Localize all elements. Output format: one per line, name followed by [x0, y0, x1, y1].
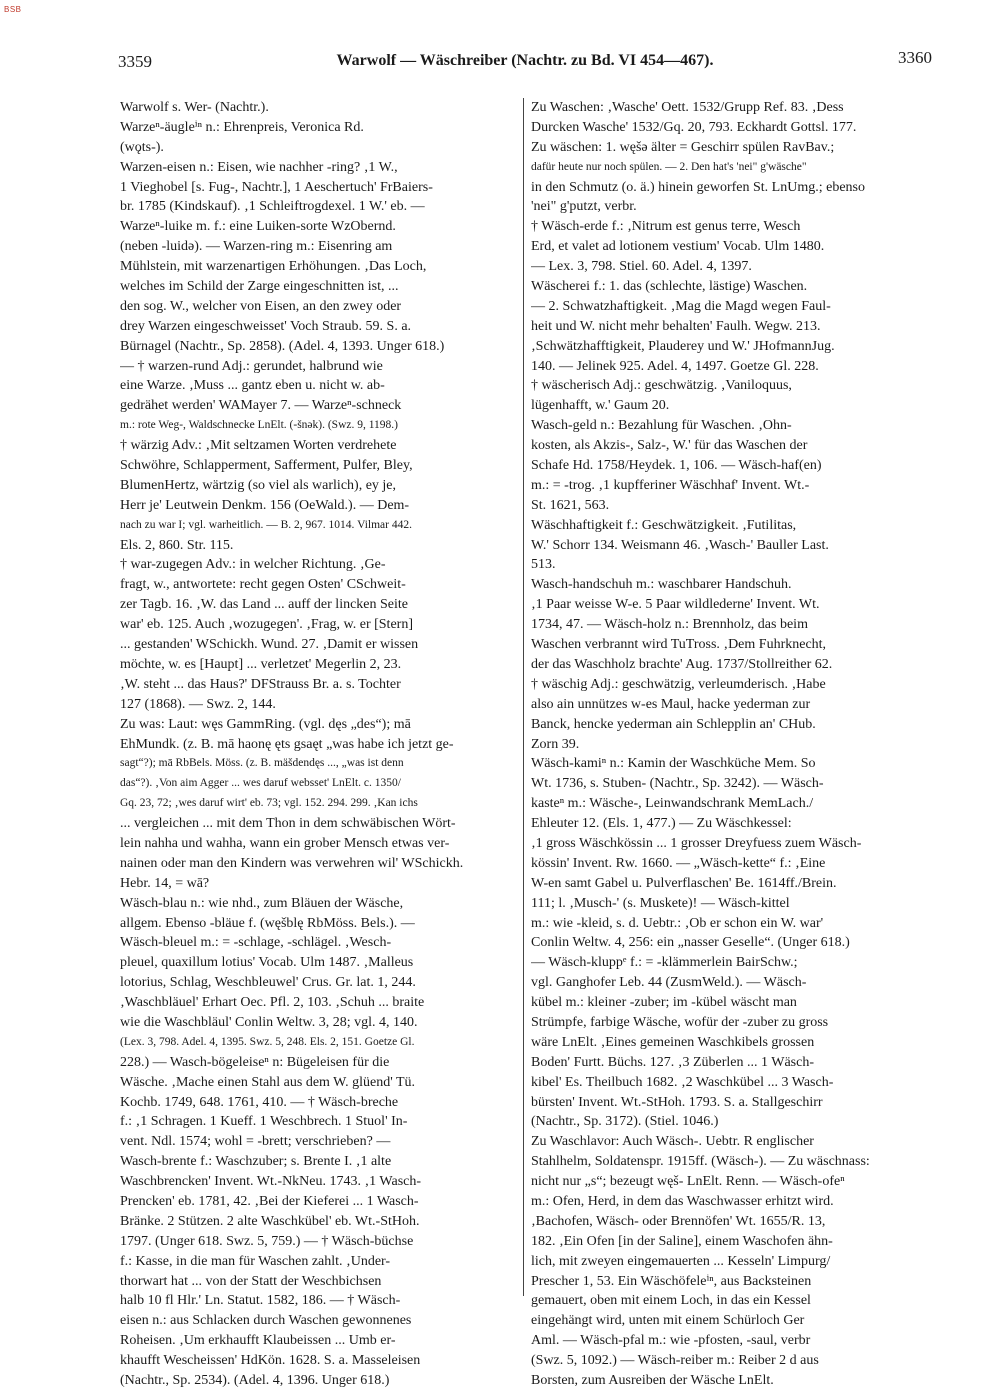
text-line: Wasch-brente f.: Waschzuber; s. Brente I. ‚1 alte [120, 1154, 392, 1170]
text-line: heit und W. nicht mehr behalten' Faulh. Wegw. 213. [531, 318, 821, 334]
text-line: 111; l. ‚Musch-' (s. Muskete)! — Wäsch-kittel [531, 895, 790, 911]
column-divider [523, 98, 524, 1296]
text-line: Waschen verbrannt wird TuTross. ‚Dem Fuhrknecht, [531, 637, 827, 653]
text-line: also ain unnützes w-es Maul, hacke yederman zur [531, 696, 811, 712]
text-line: ... gestanden' WSchickh. Wund. 27. ‚Damit er wissen [120, 637, 419, 653]
text-line: nach zu war I; vgl. warheitlich. — B. 2, 967. 1014. Vilmar 442. [120, 518, 412, 531]
text-line: gemauert, oben mit einem Loch, in das ein Kessel [531, 1293, 811, 1309]
text-line: kössin' Invent. Rw. 1660. — „Wäsch-kette“ f.: ‚Eine [531, 855, 826, 871]
text-line: nainen oder man den Kindern was verwehren wil' WSchickh. [120, 855, 464, 871]
page-number-right: 3360 [898, 48, 932, 67]
text-line: — Wäsch-kluppᵉ f.: = -klämmerlein BairSchw.; [531, 955, 798, 971]
text-line: eisen n.: aus Schlacken durch Waschen gewonnenes [120, 1313, 412, 1329]
text-line: lotorius, Schlag, Weschbleuwel' Crus. Gr. lat. 1, 244. [120, 975, 416, 991]
text-line: den sog. W., welcher von Eisen, an den zwey oder [120, 298, 402, 314]
text-line: f.: ‚1 Schragen. 1 Kueff. 1 Weschbrech. 1 Stuol' In- [120, 1114, 408, 1130]
text-line: Wt. 1736, s. Stuben- (Nachtr., Sp. 3242). — Wäsch- [531, 776, 824, 792]
text-line: bürsten' Invent. Wt.-StHoh. 1793. S. a. Stallgeschirr [531, 1094, 823, 1110]
text-line: † Wäsch-erde f.: ‚Nitrum est genus terre, Wesch [531, 219, 801, 235]
text-line: br. 1785 (Kindskauf). ‚1 Schleiftrogdexel. 1 W.' eb. — [120, 199, 425, 215]
text-line: W-en samt Gabel u. Pulverflaschen' Be. 1614ff./Brein. [531, 875, 837, 891]
text-line: halb 10 fl Hlr.' Ln. Statut. 1582, 186. — † Wäsch- [120, 1293, 401, 1309]
text-line: vgl. Ganghofer Leb. 44 (ZusmWeld.). — Wäsch- [531, 975, 807, 991]
text-line: Mühlstein, mit warzenartigen Erhöhungen. ‚Das Loch, [120, 259, 427, 275]
text-line: sagt“?); mā RbBels. Möss. (z. B. mäšdendęs ..., „was ist denn [120, 757, 404, 770]
text-line: Ehleuter 12. (Els. 1, 477.) — Zu Wäschkessel: [531, 816, 792, 832]
right-column [531, 98, 935, 1391]
text-line: dafür heute nur noch spülen. — 2. Den hat's 'nei" g'wäsche" [531, 160, 807, 173]
text-line: Wasch-handschuh m.: waschbarer Handschuh. [531, 577, 792, 593]
text-line: Zu Waschen: ‚Wasche' Oett. 1532/Grupp Ref. 83. ‚Dess [531, 100, 844, 115]
text-line: in den Schmutz (o. ä.) hinein geworfen St. LnUmg.; ebenso [531, 179, 865, 195]
text-line: Wasch-geld n.: Bezahlung für Waschen. ‚Ohn- [531, 418, 792, 434]
text-line: (Lex. 3, 798. Adel. 4, 1395. Swz. 5, 248. Els. 2, 151. Goetze Gl. [120, 1035, 415, 1048]
library-mark: BSB [4, 5, 22, 14]
text-line: (Nachtr., Sp. 2534). (Adel. 4, 1396. Unger 618.) [120, 1373, 390, 1388]
text-line: Wäsche. ‚Mache einen Stahl aus dem W. glüend' Tü. [120, 1074, 416, 1090]
text-line: Zu Waschlavor: Auch Wäsch-. Uebtr. R englischer [531, 1134, 814, 1150]
text-line: Bürnagel (Nachtr., Sp. 2858). (Adel. 4, 1393. Unger 618.) [120, 338, 445, 354]
text-line: W.' Schorr 134. Weismann 46. ‚Wasch-' Bauller Last. [531, 537, 829, 553]
text-line: Zorn 39. [531, 736, 580, 752]
text-line: 182. ‚Ein Ofen [in der Saline], einem Waschofen ähn- [531, 1233, 833, 1249]
text-line: — † warzen-rund Adj.: gerundet, halbrund wie [120, 358, 383, 374]
text-line: khaufft Wescheissen' HdKön. 1628. S. a. Masseleisen [120, 1353, 421, 1369]
text-line: Warzen-eisen n.: Eisen, wie nachher -ring? ‚1 W., [120, 159, 398, 175]
page-number-left: 3359 [118, 52, 152, 71]
text-line: Warwolf s. Wer- (Nachtr.). [120, 100, 269, 115]
text-line: ... vergleichen ... mit dem Thon in dem schwäbischen Wört- [120, 816, 456, 832]
text-line: allgem. Ebenso -bläue f. (węšblę RbMöss. Bels.). — [120, 915, 415, 931]
text-line: (Nachtr., Sp. 3172). (Stiel. 1046.) [531, 1114, 719, 1130]
text-line: Boden' Furtt. Büchs. 127. ‚3 Züberlen ... 1 Wäsch- [531, 1054, 814, 1070]
text-line: ‚Waschbläuel' Erhart Oec. Pfl. 2, 103. ‚Schuh ... braite [120, 995, 425, 1011]
text-line: Warzeⁿ-äugleⁱⁿ n.: Ehrenpreis, Veronica Rd. [120, 119, 364, 135]
text-line: 228.) — Wasch-bögeleiseⁿ n: Bügeleisen für die [120, 1054, 390, 1070]
text-line: eine Warze. ‚Muss ... gantz eben u. nicht w. ab- [120, 378, 385, 394]
text-line: (neben -luidə). — Warzen-ring m.: Eisenring am [120, 239, 393, 255]
text-line: vent. Ndl. 1574; wohl = -brett; verschrieben? — [120, 1134, 391, 1150]
text-line: möchte, w. es [Haupt] ... verletzet' Megerlin 2, 23. [120, 656, 402, 672]
text-line: ‚1 Paar weisse W-e. 5 Paar wildlederne' Invent. Wt. [531, 597, 820, 613]
text-line: Wäsch-blau n.: wie nhd., zum Bläuen der Wäsche, [120, 895, 404, 911]
text-line: zer Tagb. 16. ‚W. das Land ... auff der lincken Seite [120, 597, 409, 613]
text-line: kasteⁿ m.: Wäsche-, Leinwandschrank MemLach./ [531, 796, 814, 812]
text-line: Schwöhre, Schlapperment, Safferment, Pulfer, Bley, [120, 458, 413, 474]
text-line: lein nahha und wahha, wann ein grober Mensch etwas ver- [120, 835, 450, 851]
text-line: Stahlhelm, Soldatenspr. 1915ff. (Wäsch-). — Zu wäschnass: [531, 1154, 870, 1170]
text-line: Herr je' Leutwein Denkm. 156 (OeWald.). — Dem- [120, 497, 410, 513]
text-line: lügenhafft, w.' Gaum 20. [531, 398, 670, 414]
text-line: Bränke. 2 Stützen. 2 alte Waschkübel' eb. Wt.-StHoh. [120, 1213, 420, 1229]
running-title: Warwolf — Wäschreiber (Nachtr. zu Bd. VI 454—467). [336, 52, 714, 69]
text-line: Durcken Wasche' 1532/Gq. 20, 793. Eckhardt Gottsl. 177. [531, 119, 857, 135]
text-line: St. 1621, 563. [531, 497, 610, 513]
text-line: ‚Bachofen, Wäsch- oder Brennöfen' Wt. 1655/R. 13, [531, 1213, 826, 1229]
text-line: 'nei" g'putzt, verbr. [531, 199, 637, 215]
text-line: † wärzig Adv.: ‚Mit seltzamen Worten verdrehete [120, 438, 397, 454]
text-line: drey Warzen eingeschweisset' Voch Straub. 59. S. a. [120, 318, 412, 334]
text-line: Zu was: Laut: węs GammRing. (vgl. dęs „des“); mā [120, 716, 411, 732]
text-line: 1734, 47. — Wäsch-holz n.: Brennholz, das beim [531, 617, 808, 633]
text-line: — Lex. 3, 798. Stiel. 60. Adel. 4, 1397. [531, 259, 752, 275]
text-line: war' eb. 125. Auch ‚wozugegen'. ‚Frag, w. er [Stern] [120, 617, 413, 633]
text-line: Erd, et valet ad lotionem vestium' Vocab. Ulm 1480. [531, 239, 825, 255]
text-line: Schafe Hd. 1758/Heydek. 1, 106. — Wäsch-haf(en) [531, 458, 822, 474]
text-line: EhMundk. (z. B. mā haonę ęts gsaęt „was habe ich jetzt ge- [120, 736, 454, 752]
text-line: pleuel, quaxillum lotius' Vocab. Ulm 1487. ‚Malleus [120, 955, 414, 971]
text-line: wie die Waschbläul' Conlin Weltw. 3, 28; vgl. 4, 140. [120, 1014, 418, 1030]
text-line: Kochb. 1749, 648. 1761, 410. — † Wäsch-breche [120, 1094, 399, 1110]
text-line: kosten, als Akzis-, Salz-, W.' für das Waschen der [531, 438, 808, 454]
text-line: der das Waschholz brachte' Aug. 1737/Stollreither 62. [531, 656, 833, 672]
text-line: thorwart hat ... von der Statt der Weschbichsen [120, 1273, 382, 1289]
text-line: Banck, hencke yederman ain Schlepplin an' CHub. [531, 716, 816, 732]
text-line: — 2. Schwatzhaftigkeit. ‚Mag die Magd wegen Faul- [531, 298, 831, 314]
text-line: m.: wie -kleid, s. d. Uebtr.: ‚Ob er schon ein W. war' [531, 915, 824, 931]
left-column [120, 98, 518, 1391]
text-line: BlumenHertz, wärtzig (so viel als warlich), ey je, [120, 477, 397, 493]
text-line: Wäscherei f.: 1. das (schlechte, lästige) Waschen. [531, 279, 808, 295]
text-line: wäre LnElt. ‚Eines gemeinen Waschkibels grossen [531, 1034, 815, 1050]
text-line: † wäschig Adj.: geschwätzig, verleumderisch. ‚Habe [531, 676, 826, 692]
text-line: † wäscherisch Adj.: geschwätzig. ‚Vaniloquus, [531, 378, 792, 394]
text-line: Strümpfe, farbige Wäsche, wofür der -zuber zu gross [531, 1014, 829, 1030]
text-line: Hebr. 14, = wā? [120, 875, 210, 891]
text-line: ‚Schwätzhafftigkeit, Plauderey und W.' JHofmannJug. [531, 338, 835, 354]
text-line: 1 Vieghobel [s. Fug-, Nachtr.], 1 Aeschertuch' FrBaiers- [120, 179, 433, 195]
text-line: eingehängt wird, unten mit einem Schürloch Ger [531, 1313, 805, 1329]
text-line: Conlin Weltw. 4, 256: ein „nasser Geselle“. (Unger 618.) [531, 935, 850, 951]
page-header [118, 48, 932, 78]
text-line: Waschbrencken' Invent. Wt.-NkNeu. 1743. ‚1 Wasch- [120, 1174, 422, 1190]
text-line: fragt, w., antwortete: recht gegen Osten' CSchweit- [120, 577, 406, 593]
text-line: Warzeⁿ-luike m. f.: eine Luiken-sorte WzObernd. [120, 219, 396, 235]
text-line: Prescher 1, 53. Ein Wäschöfeleⁱⁿ, aus Backsteinen [531, 1273, 812, 1289]
text-line: ‚1 gross Wäschkössin ... 1 grosser Dreyfuess zuem Wäsch- [531, 835, 862, 851]
text-line: Borsten, zum Ausreiben der Wäsche LnElt. [531, 1373, 774, 1388]
text-line: nicht nur „s“; bezeugt węš- LnElt. Renn. — Wäsch-ofeⁿ [531, 1174, 845, 1190]
text-line: kibel' Es. Theilbuch 1682. ‚2 Waschkübel ... 3 Wasch- [531, 1074, 834, 1090]
text-line: Zu wäschen: 1. węšə älter = Geschirr spülen RavBav.; [531, 139, 835, 155]
text-line: m.: = -trog. ‚1 kupfferiner Wäschhaf' Invent. Wt.- [531, 477, 810, 493]
text-line: Wäsch-bleuel m.: = -schlage, -schlägel. ‚Wesch- [120, 935, 392, 951]
text-line: Roheisen. ‚Um erkhaufft Klaubeissen ... Umb er- [120, 1333, 396, 1349]
text-line: Wäsch-kamiⁿ n.: Kamin der Waschküche Mem. So [531, 756, 816, 772]
text-line: m.: rote Weg-, Waldschnecke LnElt. (-šnək). (Swz. 9, 1198.) [120, 419, 399, 432]
text-line: gedrähet werden' WAMayer 7. — Warzeⁿ-schneck [120, 398, 402, 414]
text-line: Aml. — Wäsch-pfal m.: wie -pfosten, -saul, verbr [531, 1333, 811, 1349]
text-line: 1797. (Unger 618. Swz. 5, 759.) — † Wäsch-büchse [120, 1233, 414, 1249]
text-line: m.: Ofen, Herd, in dem das Waschwasser erhitzt wird. [531, 1193, 834, 1209]
text-line: 140. — Jelinek 925. Adel. 4, 1497. Goetze Gl. 228. [531, 358, 819, 374]
text-line: (wǫts-). [120, 139, 164, 155]
text-line: 513. [531, 557, 556, 573]
text-line: welches im Schild der Zarge eingeschnitten ist, ... [120, 279, 399, 295]
text-line: f.: Kasse, in die man für Waschen zahlt. ‚Under- [120, 1253, 391, 1269]
text-line: das“?). ‚Von aim Agger ... wes daruf websset' LnElt. c. 1350/ [120, 777, 401, 790]
text-line: lich, mit zweyen eingemauerten ... Kesseln' Limpurg/ [531, 1253, 831, 1269]
text-line: Gq. 23, 72; ‚wes daruf wirt' eb. 73; vgl. 152. 294. 299. ‚Kan ichs [120, 797, 418, 810]
text-line: ‚W. steht ... das Haus?' DFStrauss Br. a. s. Tochter [120, 676, 401, 692]
text-line: (Swz. 5, 1092.) — Wäsch-reiber m.: Reiber 2 d aus [531, 1353, 819, 1369]
text-line: † war-zugegen Adv.: in welcher Richtung. ‚Ge- [120, 557, 386, 573]
text-line: Prencken' eb. 1781, 42. ‚Bei der Kieferei ... 1 Wasch- [120, 1193, 419, 1209]
text-line: Wäschhaftigkeit f.: Geschwätzigkeit. ‚Futilitas, [531, 517, 797, 533]
text-line: Els. 2, 860. Str. 115. [120, 537, 234, 553]
text-line: 127 (1868). — Swz. 2, 144. [120, 696, 276, 712]
text-line: kübel m.: kleiner -zuber; im -kübel wäscht man [531, 995, 797, 1011]
